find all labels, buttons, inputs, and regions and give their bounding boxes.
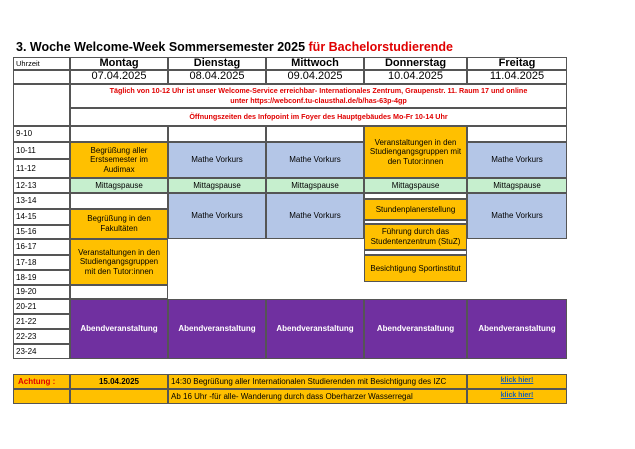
notice-link-international[interactable]: klick hier! bbox=[500, 377, 534, 385]
time-slot: 16-17 bbox=[13, 239, 70, 255]
event-evening: Abendveranstaltung bbox=[168, 299, 266, 359]
time-slot: 23-24 bbox=[13, 344, 70, 359]
info-spacer bbox=[13, 84, 70, 126]
event-math-course: Mathe Vorkurs bbox=[467, 193, 567, 239]
time-slot: 17-18 bbox=[13, 255, 70, 270]
event-evening: Abendveranstaltung bbox=[266, 299, 364, 359]
event-evening: Abendveranstaltung bbox=[467, 299, 567, 359]
lunch-break: Mittagspause bbox=[168, 178, 266, 193]
day-thursday: Donnerstag bbox=[364, 57, 467, 70]
event-sports-institute: Besichtigung Sportinstitut bbox=[364, 255, 467, 282]
empty-cell bbox=[266, 126, 364, 142]
event-math-course: Mathe Vorkurs bbox=[168, 193, 266, 239]
empty-cell bbox=[70, 285, 168, 299]
notice-link-cell bbox=[467, 389, 567, 404]
event-evening: Abendveranstaltung bbox=[364, 299, 467, 359]
infopoint-info: Öffnungszeiten des Infopoint im Foyer des Hauptgebäudes Mo-Fr 10-14 Uhr bbox=[70, 108, 567, 126]
time-header: Uhrzeit bbox=[13, 57, 70, 70]
empty-cell bbox=[70, 126, 168, 142]
notice-link-cell bbox=[467, 374, 567, 389]
notice-spacer bbox=[70, 389, 168, 404]
lunch-break: Mittagspause bbox=[467, 178, 567, 193]
event-study-groups: Veranstaltungen in den Studiengangsgruppen mit den Tutor:innen bbox=[70, 239, 168, 285]
welcome-service-line2: unter https://webconf.tu-clausthal.de/b/has-63p-4gp bbox=[230, 96, 407, 105]
day-friday: Freitag bbox=[467, 57, 567, 70]
time-slot: 11-12 bbox=[13, 159, 70, 178]
date-wednesday: 09.04.2025 bbox=[266, 70, 364, 84]
day-monday: Montag bbox=[70, 57, 168, 70]
notice-date: 15.04.2025 bbox=[70, 374, 168, 389]
welcome-service-info bbox=[70, 84, 567, 108]
event-math-course: Mathe Vorkurs bbox=[266, 142, 364, 178]
notice-event-international: 14:30 Begrüßung aller Internationalen Studierenden mit Besichtigung des IZC bbox=[168, 374, 467, 389]
notice-spacer bbox=[13, 389, 70, 404]
lunch-break: Mittagspause bbox=[70, 178, 168, 193]
time-slot: 14-15 bbox=[13, 209, 70, 225]
lunch-break: Mittagspause bbox=[364, 178, 467, 193]
date-friday: 11.04.2025 bbox=[467, 70, 567, 84]
day-wednesday: Mittwoch bbox=[266, 57, 364, 70]
event-welcome-audimax: Begrüßung aller Erstsemester im Audimax bbox=[70, 142, 168, 178]
date-tuesday: 08.04.2025 bbox=[168, 70, 266, 84]
event-evening: Abendveranstaltung bbox=[70, 299, 168, 359]
event-math-course: Mathe Vorkurs bbox=[467, 142, 567, 178]
title-highlight: für Bachelorstudierende bbox=[308, 40, 453, 54]
page-title: 3. Woche Welcome-Week Sommersemester 2025 für Bachelorstudierende bbox=[16, 40, 453, 54]
event-study-groups: Veranstaltungen in den Studiengangsgruppen mit den Tutor:innen bbox=[364, 126, 467, 178]
notice-link-hike[interactable]: klick hier! bbox=[500, 392, 534, 400]
day-tuesday: Dienstag bbox=[168, 57, 266, 70]
empty-cell bbox=[467, 126, 567, 142]
notice-label: Achtung : bbox=[13, 374, 70, 389]
time-slot: 9-10 bbox=[13, 126, 70, 142]
time-slot: 19-20 bbox=[13, 285, 70, 299]
time-slot: 21-22 bbox=[13, 314, 70, 329]
event-math-course: Mathe Vorkurs bbox=[266, 193, 364, 239]
time-slot: 15-16 bbox=[13, 225, 70, 239]
time-slot: 13-14 bbox=[13, 193, 70, 209]
event-stuz-tour: Führung durch das Studentenzentrum (StuZ) bbox=[364, 224, 467, 250]
empty-cell bbox=[70, 193, 168, 209]
time-slot: 18-19 bbox=[13, 270, 70, 285]
event-welcome-faculties: Begrüßung in den Fakultäten bbox=[70, 209, 168, 239]
time-slot: 22-23 bbox=[13, 329, 70, 344]
time-slot: 20-21 bbox=[13, 299, 70, 314]
event-timetable-creation: Stundenplanerstellung bbox=[364, 199, 467, 220]
event-math-course: Mathe Vorkurs bbox=[168, 142, 266, 178]
welcome-service-line1: Täglich von 10-12 Uhr ist unser Welcome-Service erreichbar- Internationales Zentrum, Graupenstr. 11. Raum 17 und online bbox=[109, 86, 528, 96]
date-monday: 07.04.2025 bbox=[70, 70, 168, 84]
lunch-break: Mittagspause bbox=[266, 178, 364, 193]
notice-event-hike: Ab 16 Uhr -für alle- Wanderung durch dass Oberharzer Wasserregal bbox=[168, 389, 467, 404]
time-slot: 12-13 bbox=[13, 178, 70, 193]
date-row-spacer bbox=[13, 70, 70, 84]
time-slot: 10-11 bbox=[13, 142, 70, 159]
date-thursday: 10.04.2025 bbox=[364, 70, 467, 84]
empty-cell bbox=[168, 126, 266, 142]
